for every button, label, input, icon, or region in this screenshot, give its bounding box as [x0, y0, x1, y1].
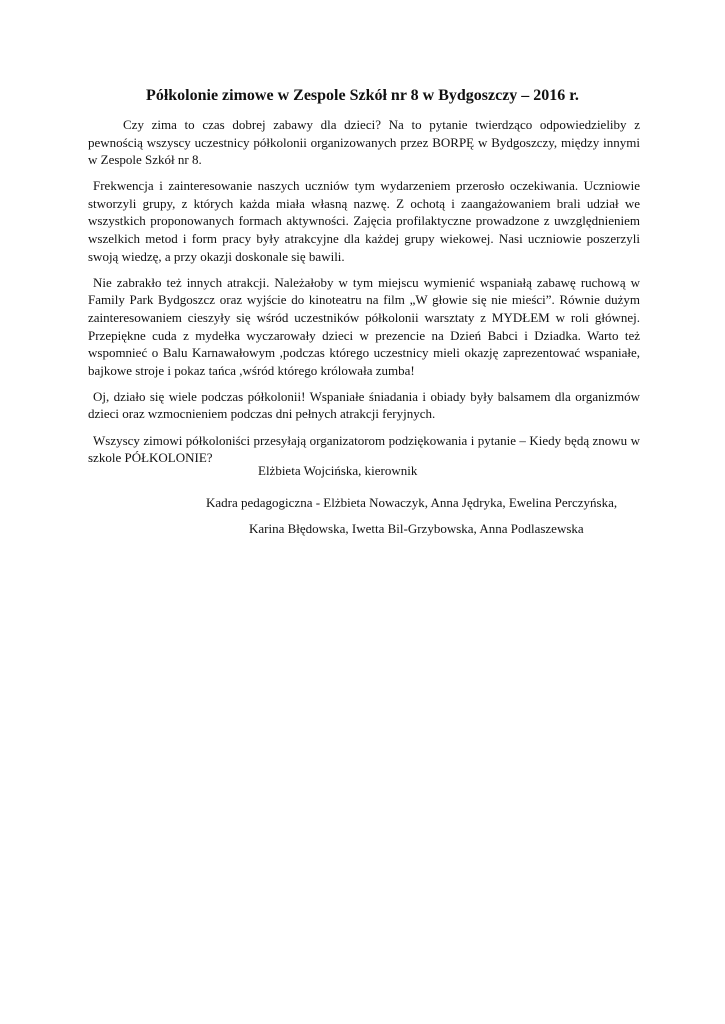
signature-staff-line-1: Kadra pedagogiczna - Elżbieta Nowaczyk, Anna Jędryka, Ewelina Perczyńska, — [206, 495, 618, 510]
paragraph-attendance: Frekwencja i zainteresowanie naszych uczniów tym wydarzeniem przerosło oczekiwania. Uczniowie stworzyli grupy, z których każda miała własną nazwę. Z ochotą i zaangażowaniem brali udział we wszystkich proponowanych formach aktywności. Zajęcia profilaktyczne prowadzone z uwzględnieniem wszelkich metod i form pracy były atrakcyjne dla każdej grupy wiekowej. Nasi uczniowie poszerzyli swoją wiedzę, a przy okazji doskonale się bawili. — [88, 178, 640, 264]
paragraph-thanks: Wszyscy zimowi półkoloniści przesyłają organizatorom podziękowania i pytanie – Kiedy będą znowu w szkole PÓŁKOLONIE? — [88, 432, 640, 466]
paragraph-meals: Oj, działo się wiele podczas półkolonii! Wspaniałe śniadania i obiady były balsamem dla organizmów dzieci oraz wzmocnieniem podczas dni pełnych atrakcji feryjnych. — [88, 388, 640, 422]
signature-manager: Elżbieta Wojcińska, kierownik — [258, 463, 418, 478]
document-title: Półkolonie zimowe w Zespole Szkół nr 8 w Bydgoszczy – 2016 r. — [146, 87, 579, 104]
document-body — [88, 116, 640, 475]
paragraph-intro: Czy zima to czas dobrej zabawy dla dzieci? Na to pytanie twierdząco odpowiedzieliby z pewnością wszyscy uczestnicy półkolonii organizowanych przez BORPĘ w Bydgoszczy, między innymi w Zespole Szkół nr 8. — [88, 117, 640, 168]
paragraph-attractions: Nie zabrakło też innych atrakcji. Należałoby w tym miejscu wymienić wspaniałą zabawę ruchową w Family Park Bydgoszcz oraz wyjście do kinoteatru na film „W głowie się nie mieści”. Równie dużym zainteresowaniem cieszyły się wśród uczestników półkolonii warsztaty z MYDŁEM w roli głównej. Przepiękne cuda z mydełka wyczarowały dzieci w prezencie na Dzień Babci i Dziadka. Warto też wspomnieć o Balu Karnawałowym ,podczas którego uczestnicy mieli okazję zaprezentować wspaniałe, bajkowe stroje i pokaz tańca ,wśród którego królowała zumba! — [88, 274, 640, 378]
signature-staff-line-2: Karina Błędowska, Iwetta Bil-Grzybowska, Anna Podlaszewska — [249, 521, 584, 536]
